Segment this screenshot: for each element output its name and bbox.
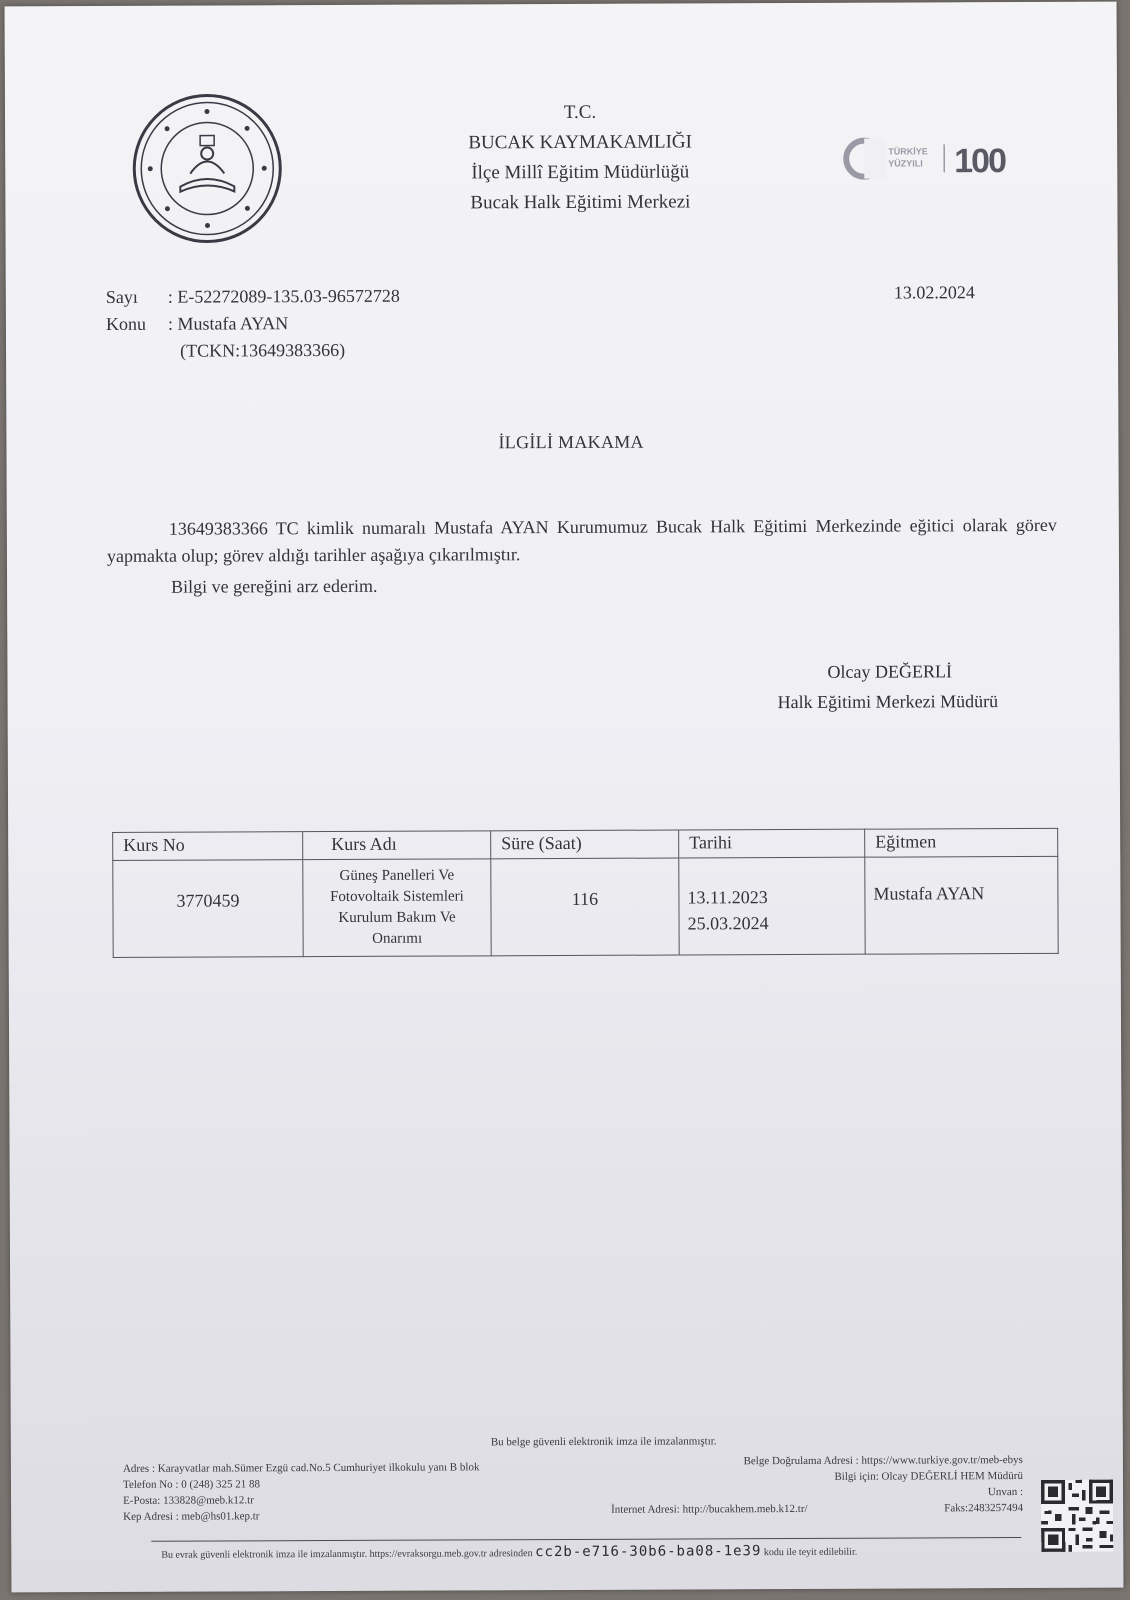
footer-verification	[611, 1452, 1023, 1518]
header-egitmen: Eğitmen	[865, 828, 1058, 857]
kurs-adi-line-1: Güneş Panelleri Ve	[339, 867, 455, 884]
ministry-seal-icon	[130, 91, 285, 246]
addressee: İLGİLİ MAKAMA	[498, 431, 644, 453]
footer-phone: Telefon No : 0 (248) 325 21 88	[122, 1478, 261, 1491]
footer-fax: Faks:2483257494	[944, 1502, 1024, 1515]
kurs-adi-line-3: Kurulum Bakım Ve	[338, 909, 456, 926]
verification-code: cc2b-e716-30b6-ba08-1e39	[535, 1543, 762, 1561]
footer-info-contact: Bilgi için: Olcay DEĞERLİ HEM Müdürü	[834, 1470, 1023, 1483]
header-kurs-no: Kurs No	[113, 832, 303, 861]
body-paragraph-2: Bilgi ve gereğini arz ederim.	[171, 575, 378, 597]
course-table	[112, 828, 1059, 958]
cell-kurs-no: 3770459	[113, 860, 303, 958]
footer-internet: İnternet Adresi: http://bucakhem.meb.k12.tr/	[611, 1502, 808, 1516]
qr-code-icon	[1041, 1480, 1113, 1552]
tarih-bitis: 25.03.2024	[687, 913, 769, 934]
header-sure: Süre (Saat)	[491, 830, 679, 859]
cell-kurs-adi	[303, 859, 491, 957]
tarih-baslangic: 13.11.2023	[687, 887, 768, 908]
sayi-label: Sayı	[105, 286, 138, 307]
header-line-tc: T.C.	[563, 101, 597, 123]
footer-kep: Kep Adresi : meb@hs01.kep.tr	[123, 1510, 260, 1523]
footer-verify-line	[161, 1542, 1031, 1564]
table-row	[113, 856, 1058, 957]
konu-value: : Mustafa AYAN	[167, 313, 289, 334]
footer-address: Adres : Karayvatlar mah.Sümer Ezgü cad.No.5 Cumhuriyet ilkokulu yanı B blok	[122, 1461, 480, 1475]
header-line-mudurluk: İlçe Millî Eğitim Müdürlüğü	[471, 161, 690, 184]
header-line-merkez: Bucak Halk Eğitimi Merkezi	[470, 191, 691, 214]
kurs-adi-line-2: Fotovoltaik Sistemleri	[330, 888, 464, 906]
document-page	[5, 2, 1124, 1593]
header-tarihi: Tarihi	[679, 829, 865, 858]
header-line-kaymakamlik: BUCAK KAYMAKAMLIĞI	[468, 131, 693, 154]
table-header-row	[113, 828, 1058, 860]
signatory-name: Olcay DEĞERLİ	[827, 661, 952, 682]
body-paragraph-1: 13649383366 TC kimlik numaralı Mustafa AYAN Kurumumuz Bucak Halk Eğitimi Merkezinde eğitici olarak görev yapmakta olup; görev aldığı tarihler aşağıya çıkarılmıştır.	[106, 514, 1057, 566]
tckn-value: (TCKN:13649383366)	[180, 339, 346, 361]
signature-block	[777, 656, 1067, 717]
institution-header	[385, 97, 776, 219]
logo-text-c: 100	[954, 142, 1006, 181]
verify-suffix: kodu ile teyit edilebilir.	[763, 1546, 858, 1559]
document-date: 13.02.2024	[893, 282, 975, 303]
sayi-value: : E-52272089-135.03-96572728	[167, 285, 400, 307]
document-meta	[106, 283, 400, 365]
footer-email: E-Posta: 133828@meb.k12.tr	[123, 1494, 254, 1507]
logo-text-b: YÜZYILI	[888, 158, 923, 169]
footer-verification-url: Belge Doğrulama Adresi : https://www.turkiye.gov.tr/meb-ebys	[743, 1454, 1023, 1468]
header-kurs-adi: Kurs Adı	[303, 831, 491, 860]
konu-label: Konu	[105, 313, 146, 334]
footer-contact	[123, 1459, 593, 1525]
kurs-adi-line-4: Onarımı	[372, 930, 423, 947]
footer-divider	[151, 1537, 1021, 1542]
logo-text-a: TÜRKİYE	[888, 146, 928, 157]
signatory-title: Halk Eğitimi Merkezi Müdürü	[777, 691, 999, 713]
footer-unvan: Unvan :	[987, 1486, 1024, 1499]
verify-prefix: Bu evrak güvenli elektronik imza ile imzalanmıştır. https://evraksorgu.meb.gov.tr adresinden	[161, 1548, 533, 1561]
letter-body	[107, 512, 1057, 601]
cell-tarihi	[679, 857, 865, 955]
turkiye-yuzyili-logo-icon	[840, 134, 1055, 185]
e-signature-note: Bu belge güvenli elektronik imza ile imzalanmıştır.	[490, 1435, 717, 1449]
cell-sure: 116	[491, 858, 679, 956]
cell-egitmen: Mustafa AYAN	[865, 856, 1058, 954]
